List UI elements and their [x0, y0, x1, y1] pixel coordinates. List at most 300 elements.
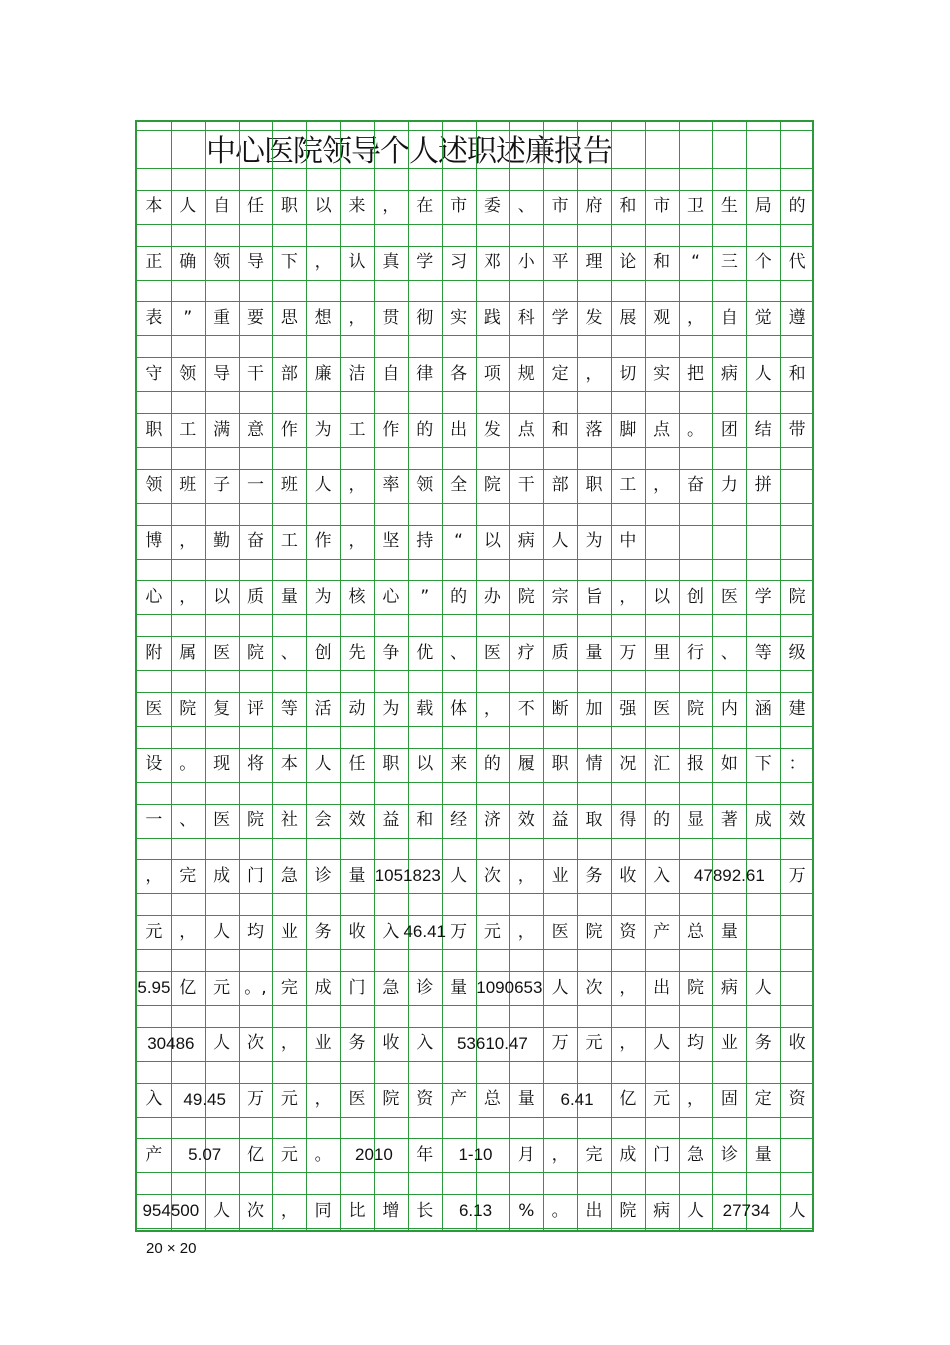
- grid-row-line: [137, 335, 812, 336]
- grid-cell: 急: [382, 977, 400, 998]
- grid-cell: %: [518, 1200, 535, 1221]
- grid-cell: 作: [314, 531, 332, 552]
- grid-cell: 得: [619, 810, 637, 831]
- grid-cell: 院: [246, 810, 264, 831]
- grid-cell: 把: [687, 363, 705, 384]
- grid-cell: 元: [280, 1089, 298, 1110]
- grid-cell: 诊: [720, 1144, 738, 1165]
- grid-cell: 想: [314, 307, 332, 328]
- grid-cell: 出: [585, 1200, 603, 1221]
- grid-column-line: [780, 122, 781, 1230]
- grid-cell: 奋: [687, 475, 705, 496]
- grid-cell: 优: [416, 642, 434, 663]
- grid-cell: 月: [517, 1144, 535, 1165]
- grid-column-line: [408, 122, 409, 1230]
- grid-cell: 效: [517, 810, 535, 831]
- grid-cell: 设: [145, 754, 163, 775]
- grid-cell: 次: [585, 977, 603, 998]
- grid-cell: 人: [687, 1200, 705, 1221]
- grid-cell: [780, 469, 814, 503]
- grid-cell: 元: [585, 1033, 603, 1054]
- grid-cell: 人: [551, 531, 569, 552]
- grid-cell: 作: [382, 419, 400, 440]
- grid-cell: 生: [720, 196, 738, 217]
- grid-cell: 和: [416, 810, 434, 831]
- grid-cell: ，: [179, 531, 197, 552]
- grid-cell: [780, 915, 814, 949]
- grid-row-line: [137, 893, 812, 894]
- grid-cell: 均: [246, 921, 264, 942]
- grid-cell: 元: [653, 1089, 671, 1110]
- grid-cell: 将: [246, 754, 264, 775]
- grid-cell: 领: [145, 475, 163, 496]
- grid-cell: 干: [246, 363, 264, 384]
- grid-cell: 以: [213, 586, 231, 607]
- grid-cell: 量: [720, 921, 738, 942]
- grid-cell: 确: [179, 252, 197, 273]
- grid-column-line: [746, 122, 747, 1230]
- grid-row-line: [137, 447, 812, 448]
- grid-cell: 习: [450, 252, 468, 273]
- grid-cell: 学: [551, 307, 569, 328]
- grid-cell: 廉: [314, 363, 332, 384]
- grid-column-line: [205, 122, 206, 1230]
- grid-cell: 。,: [244, 977, 267, 998]
- grid-cell: 务: [585, 865, 603, 886]
- grid-cell: 正: [145, 252, 163, 273]
- grid-cell: 亿: [246, 1144, 264, 1165]
- grid-cell: 论: [619, 252, 637, 273]
- grid-cell: 遵: [788, 307, 806, 328]
- grid-column-line: [611, 122, 612, 1230]
- grid-cell: 意: [246, 419, 264, 440]
- grid-cell: 工: [179, 419, 197, 440]
- grid-cell: 成: [754, 810, 772, 831]
- grid-cell: ，: [348, 475, 366, 496]
- grid-cell: 自: [213, 196, 231, 217]
- grid-cell: ，: [280, 1200, 298, 1221]
- grid-cell: 的: [416, 419, 434, 440]
- grid-cell: 资: [619, 921, 637, 942]
- grid-cell: 院: [483, 475, 501, 496]
- grid-cell: 万: [788, 865, 806, 886]
- grid-cell: 载: [416, 698, 434, 719]
- grid-cell: 病: [720, 977, 738, 998]
- grid-cell: 核: [348, 586, 366, 607]
- grid-row-line: [137, 614, 812, 615]
- grid-cell: 次: [246, 1033, 264, 1054]
- grid-cell: 干: [517, 475, 535, 496]
- grid-cell: 展: [619, 307, 637, 328]
- grid-cell: 创: [314, 642, 332, 663]
- grid-cell: 万: [551, 1033, 569, 1054]
- grid-cell: 评: [246, 698, 264, 719]
- grid-cell: 出: [450, 419, 468, 440]
- grid-cell: 著: [720, 810, 738, 831]
- grid-cell: 门: [348, 977, 366, 998]
- grid-cell: 增: [382, 1200, 400, 1221]
- grid-cell: 领: [416, 475, 434, 496]
- grid-cell: 工: [619, 475, 637, 496]
- grid-cell: 奋: [246, 531, 264, 552]
- grid-row-line: [137, 1005, 812, 1006]
- grid-cell: 院: [687, 698, 705, 719]
- grid-number-run: 954500: [142, 1201, 200, 1221]
- grid-cell: 院: [517, 586, 535, 607]
- grid-cell: 入: [382, 921, 400, 942]
- grid-cell: 全: [450, 475, 468, 496]
- grid-cell: 务: [348, 1033, 366, 1054]
- grid-cell: 务: [754, 1033, 772, 1054]
- grid-cell: ，: [483, 698, 501, 719]
- grid-cell: 量: [585, 642, 603, 663]
- grid-cell: 领: [213, 252, 231, 273]
- grid-cell: 完: [179, 865, 197, 886]
- grid-cell: 医: [483, 642, 501, 663]
- grid-cell: “: [454, 531, 463, 552]
- grid-cell: 附: [145, 642, 163, 663]
- grid-cell: ，: [551, 1144, 569, 1165]
- grid-cell: 思: [280, 307, 298, 328]
- grid-cell: 小: [517, 252, 535, 273]
- grid-cell: 市: [551, 196, 569, 217]
- grid-cell: 人: [754, 977, 772, 998]
- grid-cell: [746, 915, 780, 949]
- grid-column-line: [171, 122, 172, 1230]
- grid-cell: 院: [246, 642, 264, 663]
- grid-cell: [645, 525, 679, 559]
- grid-cell: [712, 525, 746, 559]
- grid-cell: 动: [348, 698, 366, 719]
- grid-cell: 涵: [754, 698, 772, 719]
- grid-cell: 疗: [517, 642, 535, 663]
- grid-cell: 业: [314, 1033, 332, 1054]
- grid-cell: 量: [517, 1089, 535, 1110]
- grid-cell: ，: [179, 586, 197, 607]
- grid-number-run: 6.13: [458, 1201, 493, 1221]
- grid-cell: ，: [348, 307, 366, 328]
- grid-cell: 本: [280, 754, 298, 775]
- manuscript-grid: [135, 120, 814, 1232]
- grid-cell: 持: [416, 531, 434, 552]
- grid-cell: 益: [551, 810, 569, 831]
- grid-cell: 业: [720, 1033, 738, 1054]
- grid-cell: 体: [450, 698, 468, 719]
- grid-cell: 比: [348, 1200, 366, 1221]
- grid-cell: 规: [517, 363, 535, 384]
- grid-column-line: [306, 122, 307, 1230]
- grid-cell: 市: [450, 196, 468, 217]
- grid-cell: 勤: [213, 531, 231, 552]
- grid-cell: 、: [450, 642, 468, 663]
- grid-cell: 职: [145, 419, 163, 440]
- grid-cell: 自: [382, 363, 400, 384]
- grid-cell: 力: [720, 475, 738, 496]
- grid-cell: 导: [213, 363, 231, 384]
- grid-cell: 切: [619, 363, 637, 384]
- grid-cell: 如: [720, 754, 738, 775]
- grid-row-line: [137, 726, 812, 727]
- grid-cell: 元: [213, 977, 231, 998]
- grid-cell: 班: [179, 475, 197, 496]
- grid-column-line: [476, 122, 477, 1230]
- grid-cell: 子: [213, 475, 231, 496]
- grid-cell: 社: [280, 810, 298, 831]
- grid-cell: 益: [382, 810, 400, 831]
- grid-cell: 出: [653, 977, 671, 998]
- grid-cell: 人: [314, 475, 332, 496]
- grid-cell: 在: [416, 196, 434, 217]
- grid-cell: 长: [416, 1200, 434, 1221]
- grid-cell: 病: [720, 363, 738, 384]
- grid-cell: 人: [314, 754, 332, 775]
- grid-row-line: [137, 168, 812, 169]
- grid-number-run: 27734: [722, 1201, 770, 1221]
- grid-cell: 任: [348, 754, 366, 775]
- grid-cell: 职: [382, 754, 400, 775]
- grid-cell: 的: [653, 810, 671, 831]
- grid-cell: 医: [213, 642, 231, 663]
- grid-cell: 本: [145, 196, 163, 217]
- grid-cell: 入: [653, 865, 671, 886]
- grid-cell: 汇: [653, 754, 671, 775]
- grid-cell: 门: [246, 865, 264, 886]
- grid-cell: 行: [687, 642, 705, 663]
- grid-cell: 践: [483, 307, 501, 328]
- grid-cell: 市: [653, 196, 671, 217]
- grid-cell: 学: [416, 252, 434, 273]
- grid-cell: 、: [517, 196, 535, 217]
- grid-cell: 产: [145, 1144, 163, 1165]
- grid-cell: 、: [720, 642, 738, 663]
- grid-cell: 万: [450, 921, 468, 942]
- grid-cell: 办: [483, 586, 501, 607]
- grid-cell: 和: [551, 419, 569, 440]
- grid-cell: 和: [788, 363, 806, 384]
- grid-cell: 收: [619, 865, 637, 886]
- grid-cell: 总: [483, 1089, 501, 1110]
- grid-cell: 履: [517, 754, 535, 775]
- grid-cell: 院: [179, 698, 197, 719]
- grid-column-line: [712, 122, 713, 1230]
- grid-row-line: [137, 280, 812, 281]
- grid-cell: 表: [145, 307, 163, 328]
- grid-cell: 院: [687, 977, 705, 998]
- grid-cell: 入: [145, 1089, 163, 1110]
- grid-cell: 强: [619, 698, 637, 719]
- grid-cell: 医: [653, 698, 671, 719]
- grid-cell: 一: [145, 810, 163, 831]
- grid-cell: 次: [246, 1200, 264, 1221]
- grid-cell: 心: [382, 586, 400, 607]
- grid-cell: 万: [246, 1089, 264, 1110]
- grid-cell: 定: [551, 363, 569, 384]
- grid-cell: 团: [720, 419, 738, 440]
- grid-cell: ，: [687, 1089, 705, 1110]
- grid-cell: 资: [788, 1089, 806, 1110]
- grid-cell: 显: [687, 810, 705, 831]
- grid-cell: 收: [788, 1033, 806, 1054]
- grid-cell: 年: [416, 1144, 434, 1165]
- grid-row-line: [137, 130, 812, 131]
- grid-cell: 断: [551, 698, 569, 719]
- grid-cell: 急: [280, 865, 298, 886]
- grid-cell: 成: [314, 977, 332, 998]
- grid-column-line: [340, 122, 341, 1230]
- grid-cell: 真: [382, 252, 400, 273]
- grid-cell: 委: [483, 196, 501, 217]
- grid-cell: 产: [653, 921, 671, 942]
- grid-cell: 学: [754, 586, 772, 607]
- grid-cell: ，: [619, 977, 637, 998]
- grid-cell: 、: [280, 642, 298, 663]
- grid-cell: ，: [619, 586, 637, 607]
- grid-cell: 来: [348, 196, 366, 217]
- grid-cell: 的: [483, 754, 501, 775]
- grid-cell: 效: [348, 810, 366, 831]
- grid-cell: 点: [653, 419, 671, 440]
- grid-row-line: [137, 224, 812, 225]
- grid-cell: 不: [517, 698, 535, 719]
- grid-cell: 实: [450, 307, 468, 328]
- grid-cell: 彻: [416, 307, 434, 328]
- grid-cell: 亿: [179, 977, 197, 998]
- grid-cell: 资: [416, 1089, 434, 1110]
- grid-cell: 均: [687, 1033, 705, 1054]
- grid-cell: 效: [788, 810, 806, 831]
- grid-cell: 等: [754, 642, 772, 663]
- grid-cell: 的: [788, 196, 806, 217]
- grid-cell: 邓: [483, 252, 501, 273]
- grid-cell: 和: [653, 252, 671, 273]
- grid-cell: 旨: [585, 586, 603, 607]
- grid-cell: 医: [213, 810, 231, 831]
- grid-cell: 任: [246, 196, 264, 217]
- grid-cell: 争: [382, 642, 400, 663]
- grid-cell: 产: [450, 1089, 468, 1110]
- grid-cell: “: [691, 252, 700, 273]
- grid-cell: 守: [145, 363, 163, 384]
- grid-cell: 和: [619, 196, 637, 217]
- grid-cell: 复: [213, 698, 231, 719]
- grid-cell: 急: [687, 1144, 705, 1165]
- grid-cell: 认: [348, 252, 366, 273]
- grid-cell: 次: [483, 865, 501, 886]
- grid-cell: 人: [179, 196, 197, 217]
- grid-cell: 为: [585, 531, 603, 552]
- grid-cell: 属: [179, 642, 197, 663]
- grid-column-line: [679, 122, 680, 1230]
- grid-cell: 会: [314, 810, 332, 831]
- grid-cell: 自: [720, 307, 738, 328]
- grid-cell: 人: [450, 865, 468, 886]
- grid-cell: 加: [585, 698, 603, 719]
- grid-cell: 各: [450, 363, 468, 384]
- grid-cell: 满: [213, 419, 231, 440]
- grid-cell: 以: [483, 531, 501, 552]
- grid-cell: 贯: [382, 307, 400, 328]
- grid-cell: 人: [653, 1033, 671, 1054]
- grid-cell: 。: [179, 754, 197, 775]
- grid-cell: ”: [420, 586, 430, 607]
- grid-number-run: 46.41: [403, 922, 446, 942]
- grid-cell: 病: [653, 1200, 671, 1221]
- grid-cell: 局: [754, 196, 772, 217]
- grid-cell: 以: [653, 586, 671, 607]
- grid-cell: 为: [314, 419, 332, 440]
- grid-cell: 。: [551, 1200, 569, 1221]
- grid-cell: 经: [450, 810, 468, 831]
- grid-cell: 量: [348, 865, 366, 886]
- grid-number-run: 2010: [355, 1145, 393, 1165]
- grid-cell: 点: [517, 419, 535, 440]
- grid-cell: 务: [314, 921, 332, 942]
- grid-cell: 元: [145, 921, 163, 942]
- grid-cell: 成: [213, 865, 231, 886]
- grid-cell: 亿: [619, 1089, 637, 1110]
- grid-cell: 等: [280, 698, 298, 719]
- grid-column-line: [543, 122, 544, 1230]
- grid-cell: 医: [348, 1089, 366, 1110]
- grid-cell: 要: [246, 307, 264, 328]
- grid-cell: 业: [280, 921, 298, 942]
- grid-cell: 以: [314, 196, 332, 217]
- grid-cell: 实: [653, 363, 671, 384]
- grid-number-run: 5.07: [188, 1145, 222, 1165]
- grid-cell: 固: [720, 1089, 738, 1110]
- grid-number-run: 1051823: [374, 866, 441, 886]
- grid-cell: 人: [213, 921, 231, 942]
- grid-cell: 的: [450, 586, 468, 607]
- grid-column-line: [577, 122, 578, 1230]
- grid-cell: 收: [348, 921, 366, 942]
- grid-cell: ，: [517, 865, 535, 886]
- grid-cell: 洁: [348, 363, 366, 384]
- grid-number-run: 47892.61: [693, 866, 765, 886]
- grid-cell: 宗: [551, 586, 569, 607]
- grid-cell: 一: [246, 475, 264, 496]
- grid-cell: ，: [687, 307, 705, 328]
- grid-cell: 结: [754, 419, 772, 440]
- grid-cell: 府: [585, 196, 603, 217]
- grid-cell: 建: [788, 698, 806, 719]
- grid-cell: 创: [687, 586, 705, 607]
- grid-cell: 完: [585, 1144, 603, 1165]
- grid-cell: 同: [314, 1200, 332, 1221]
- grid-cell: 、: [179, 810, 197, 831]
- grid-cell: 来: [450, 754, 468, 775]
- grid-cell: 情: [585, 754, 603, 775]
- grid-cell: 院: [382, 1089, 400, 1110]
- grid-cell: 发: [585, 307, 603, 328]
- grid-cell: [780, 525, 814, 559]
- grid-cell: 量: [450, 977, 468, 998]
- grid-row-line: [137, 391, 812, 392]
- grid-cell: 中: [619, 531, 637, 552]
- grid-number-run: 5.95: [137, 978, 171, 997]
- grid-row-line: [137, 1172, 812, 1173]
- grid-cell: 报: [687, 754, 705, 775]
- grid-cell: 量: [280, 586, 298, 607]
- grid-number-run: 49.45: [183, 1089, 226, 1109]
- grid-cell: 人: [788, 1200, 806, 1221]
- grid-cell: 质: [551, 642, 569, 663]
- grid-cell: 人: [754, 363, 772, 384]
- grid-cell: 个: [754, 252, 772, 273]
- grid-number-run: 1-10: [458, 1145, 493, 1165]
- grid-number-run: 30486: [147, 1033, 195, 1053]
- grid-cell: 下: [280, 252, 298, 273]
